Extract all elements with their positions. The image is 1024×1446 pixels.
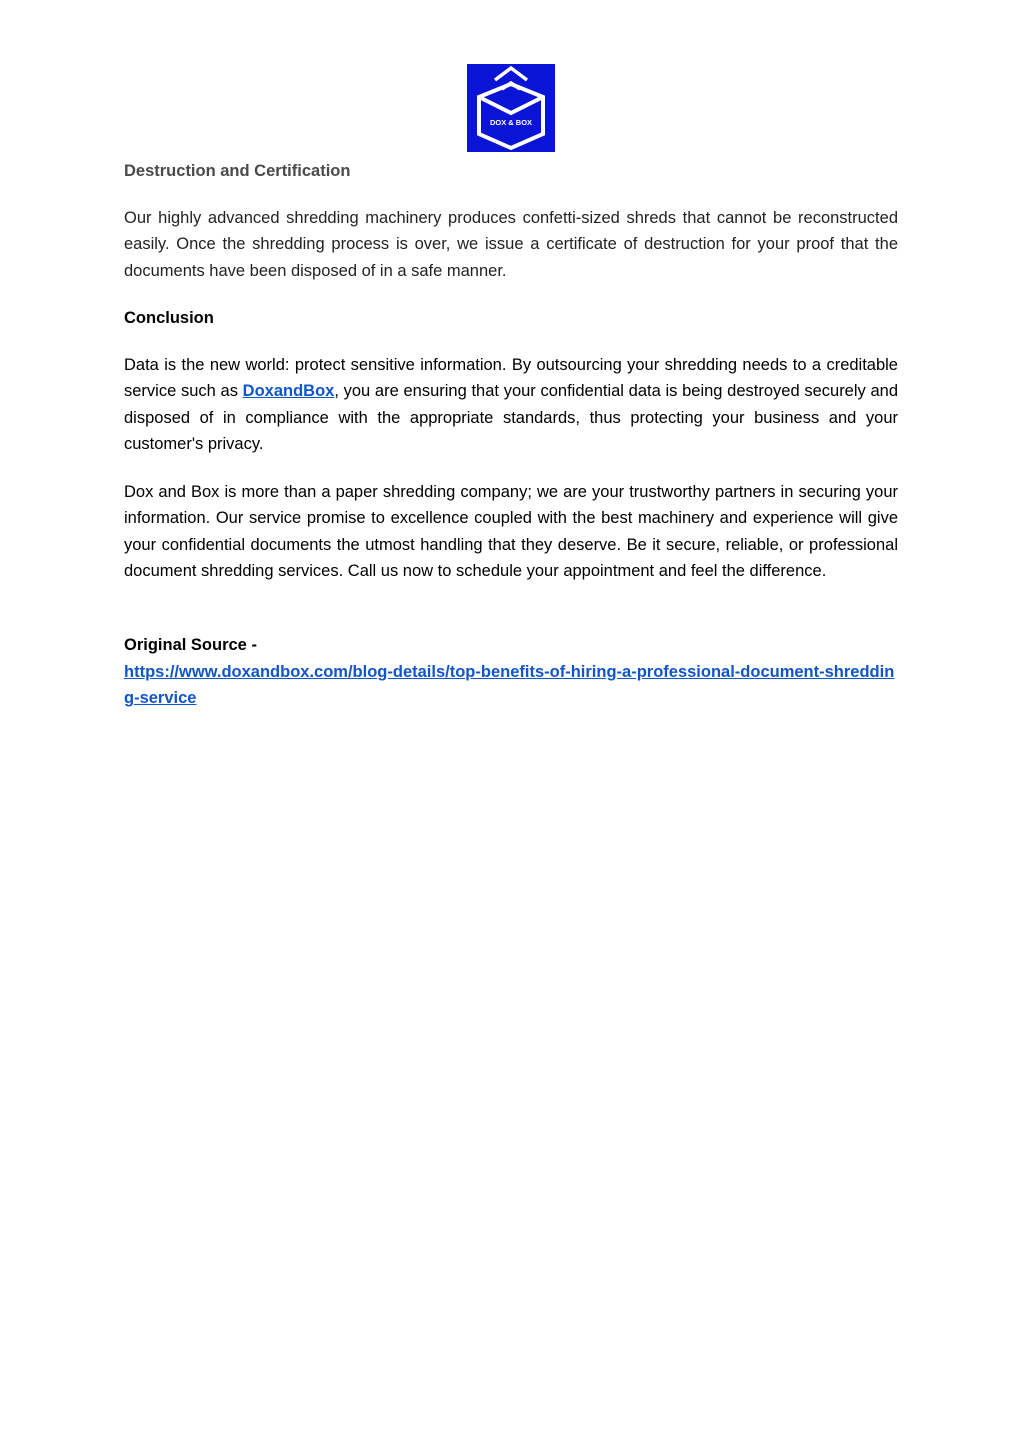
logo-text: DOX & BOX bbox=[489, 118, 533, 127]
box-logo-icon bbox=[467, 64, 555, 152]
doxandbox-link[interactable]: DoxandBox bbox=[242, 382, 335, 401]
conclusion-paragraph bbox=[124, 352, 898, 458]
dox-and-box-logo bbox=[467, 64, 555, 152]
conclusion-text-before-link: Data is the new world: protect sensitive information. By outsourcing your shredding needs to a creditable service such as bbox=[124, 356, 898, 401]
section-heading-destruction: Destruction and Certification bbox=[124, 162, 351, 180]
original-source-link[interactable]: https://www.doxandbox.com/blog-details/top-benefits-of-hiring-a-professional-document-shredding-service bbox=[124, 663, 895, 708]
company-paragraph: Dox and Box is more than a paper shredding company; we are your trustworthy partners in securing your information. Our service promise to excellence coupled with the best machinery and experience will give your confidential documents the utmost handling that they deserve. Be it secure, reliable, or professional document shredding services. Call us now to schedule your appointment and feel the difference. bbox=[124, 483, 898, 581]
section-heading-conclusion: Conclusion bbox=[124, 309, 214, 327]
destruction-paragraph: Our highly advanced shredding machinery produces confetti-sized shreds that cannot be reconstructed easily. Once the shredding process is over, we issue a certificate of destruction for your proof that the documents have been disposed of in a safe manner. bbox=[124, 209, 898, 280]
conclusion-text-after-link: , you are ensuring that your confidential data is being destroyed securely and disposed of in compliance with the appropriate standards, thus protecting your business and your customer's privacy. bbox=[124, 382, 899, 454]
original-source-label: Original Source - bbox=[124, 636, 257, 654]
